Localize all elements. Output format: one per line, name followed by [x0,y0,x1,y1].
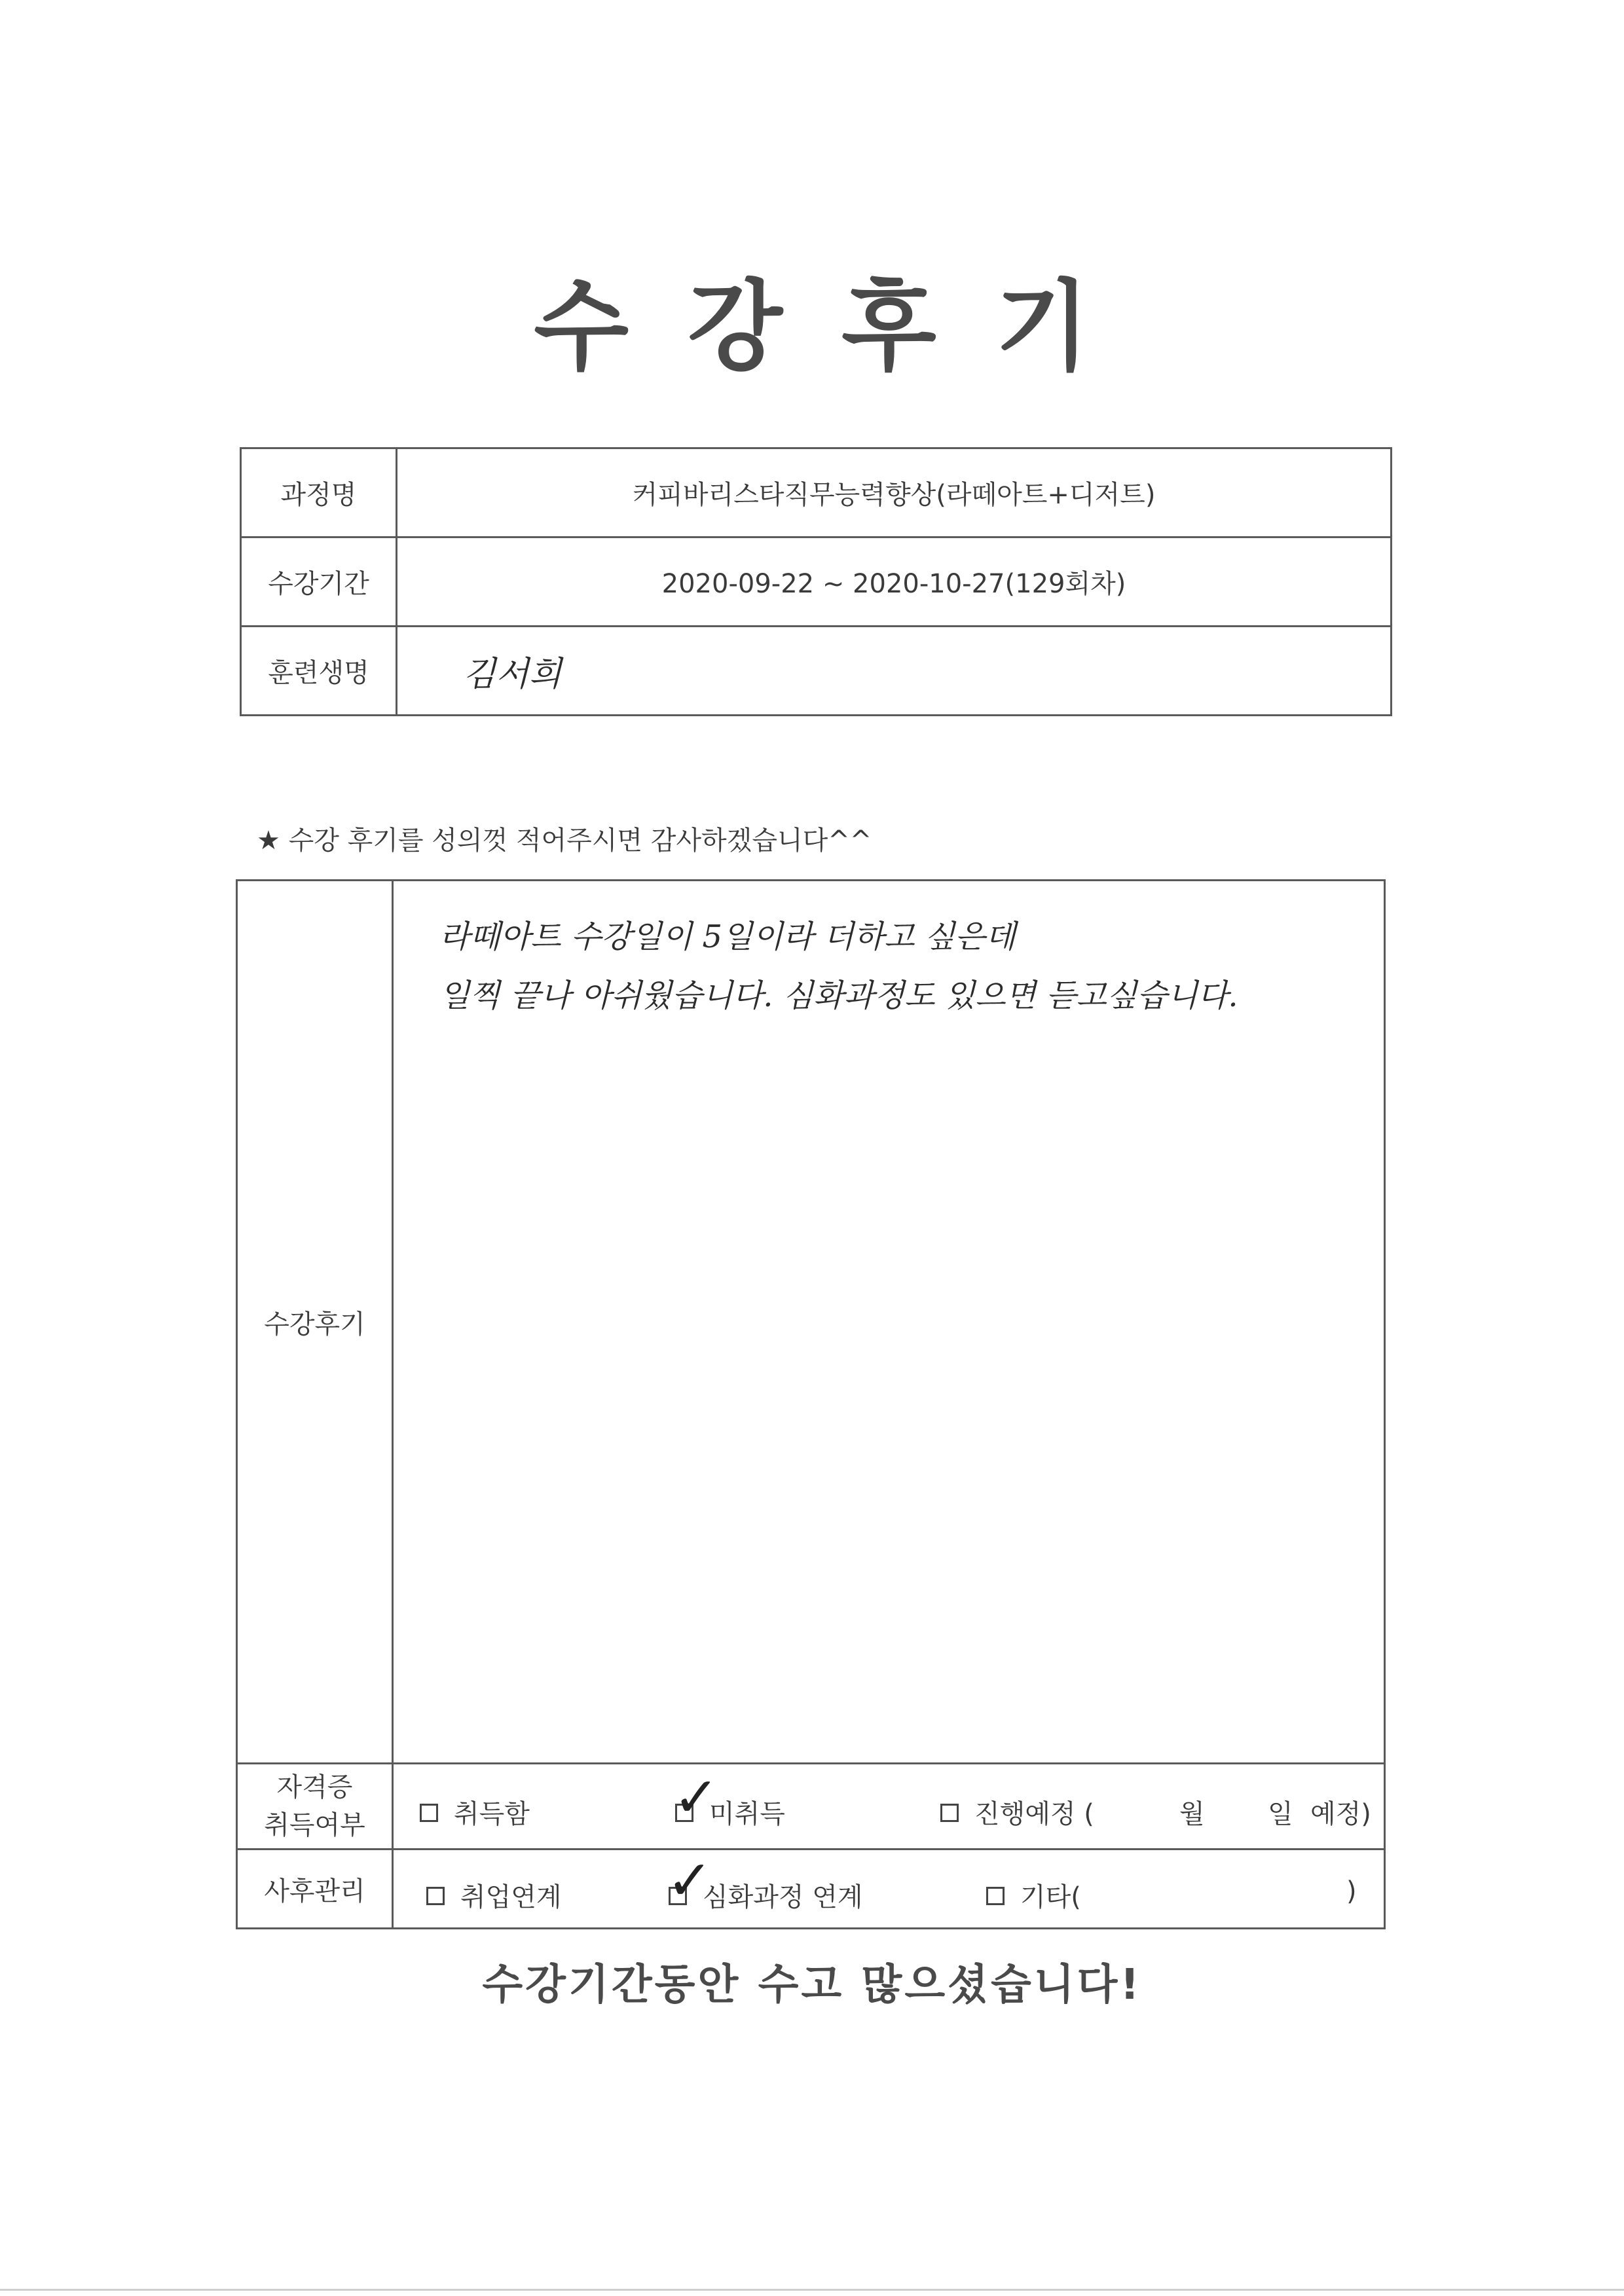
review-row [237,881,1385,1764]
period-value: 2020-09-22 ~ 2020-10-27(129회차) [397,538,1392,627]
planned-month-label: 월 [1179,1799,1205,1829]
course-info-table [240,447,1392,716]
option-acquired[interactable] [420,1793,530,1831]
checkbox-employment[interactable] [426,1887,445,1905]
trainee-name-handwritten: 김서희 [463,655,562,694]
option-acquired-label: 취득함 [454,1799,530,1829]
check-mark-icon: ✓ [673,1765,720,1829]
option-advanced[interactable] [667,1848,863,1914]
certificate-options [393,1764,1385,1850]
trainee-row [241,627,1392,716]
course-row [241,448,1392,538]
page-title: 수강후기 [534,270,1149,384]
other-close-paren: ) [1346,1876,1357,1906]
checkbox-acquired[interactable] [420,1804,438,1822]
trainee-name-field[interactable] [397,627,1392,716]
option-employment[interactable] [426,1876,562,1914]
planned-suffix: 예정) [1310,1799,1371,1829]
checkbox-not-acquired[interactable] [673,1765,720,1829]
aftercare-options [393,1850,1385,1929]
aftercare-label: 사후관리 [237,1850,393,1929]
period-label: 수강기간 [241,538,397,627]
aftercare-row [237,1850,1385,1929]
review-line-1: 라떼아트 수강일이 5일이라 더하고 싶은데 [439,919,1016,955]
notice-text: ★ 수강 후기를 성의껏 적어주시면 감사하겠습니다^^ [257,826,872,856]
certificate-label [237,1764,393,1850]
certificate-label-line1: 자격증 [276,1772,353,1802]
bottom-divider [0,2289,1624,2291]
trainee-label: 훈련생명 [241,627,397,716]
certificate-label-line2: 취득여부 [264,1810,365,1840]
checkbox-advanced[interactable] [667,1848,713,1912]
review-table [236,879,1386,1929]
review-text-area[interactable] [393,881,1385,1764]
check-mark-icon: ✓ [667,1848,713,1912]
option-planned[interactable] [940,1793,1094,1831]
review-line-2: 일찍 끝나 아쉬웠습니다. 심화과정도 있으면 듣고싶습니다. [439,977,1238,1014]
closing-message: 수강기간동안 수고 많으셨습니다! [482,1961,1142,2009]
checkbox-planned[interactable] [940,1804,959,1822]
course-label: 과정명 [241,448,397,538]
option-not-acquired[interactable] [673,1765,785,1831]
checkbox-other[interactable] [986,1887,1005,1905]
planned-day-label: 일 [1268,1799,1293,1829]
option-other[interactable] [986,1876,1081,1914]
period-row [241,538,1392,627]
option-planned-label: 진행예정 ( [974,1799,1094,1829]
course-value: 커피바리스타직무능력향상(라떼아트+디저트) [397,448,1392,538]
review-label: 수강후기 [237,881,393,1764]
option-employment-label: 취업연계 [460,1882,562,1912]
certificate-row [237,1764,1385,1850]
option-not-acquired-label: 미취득 [709,1799,785,1829]
option-other-label: 기타( [1020,1882,1081,1912]
option-advanced-label: 심화과정 연계 [703,1882,863,1912]
